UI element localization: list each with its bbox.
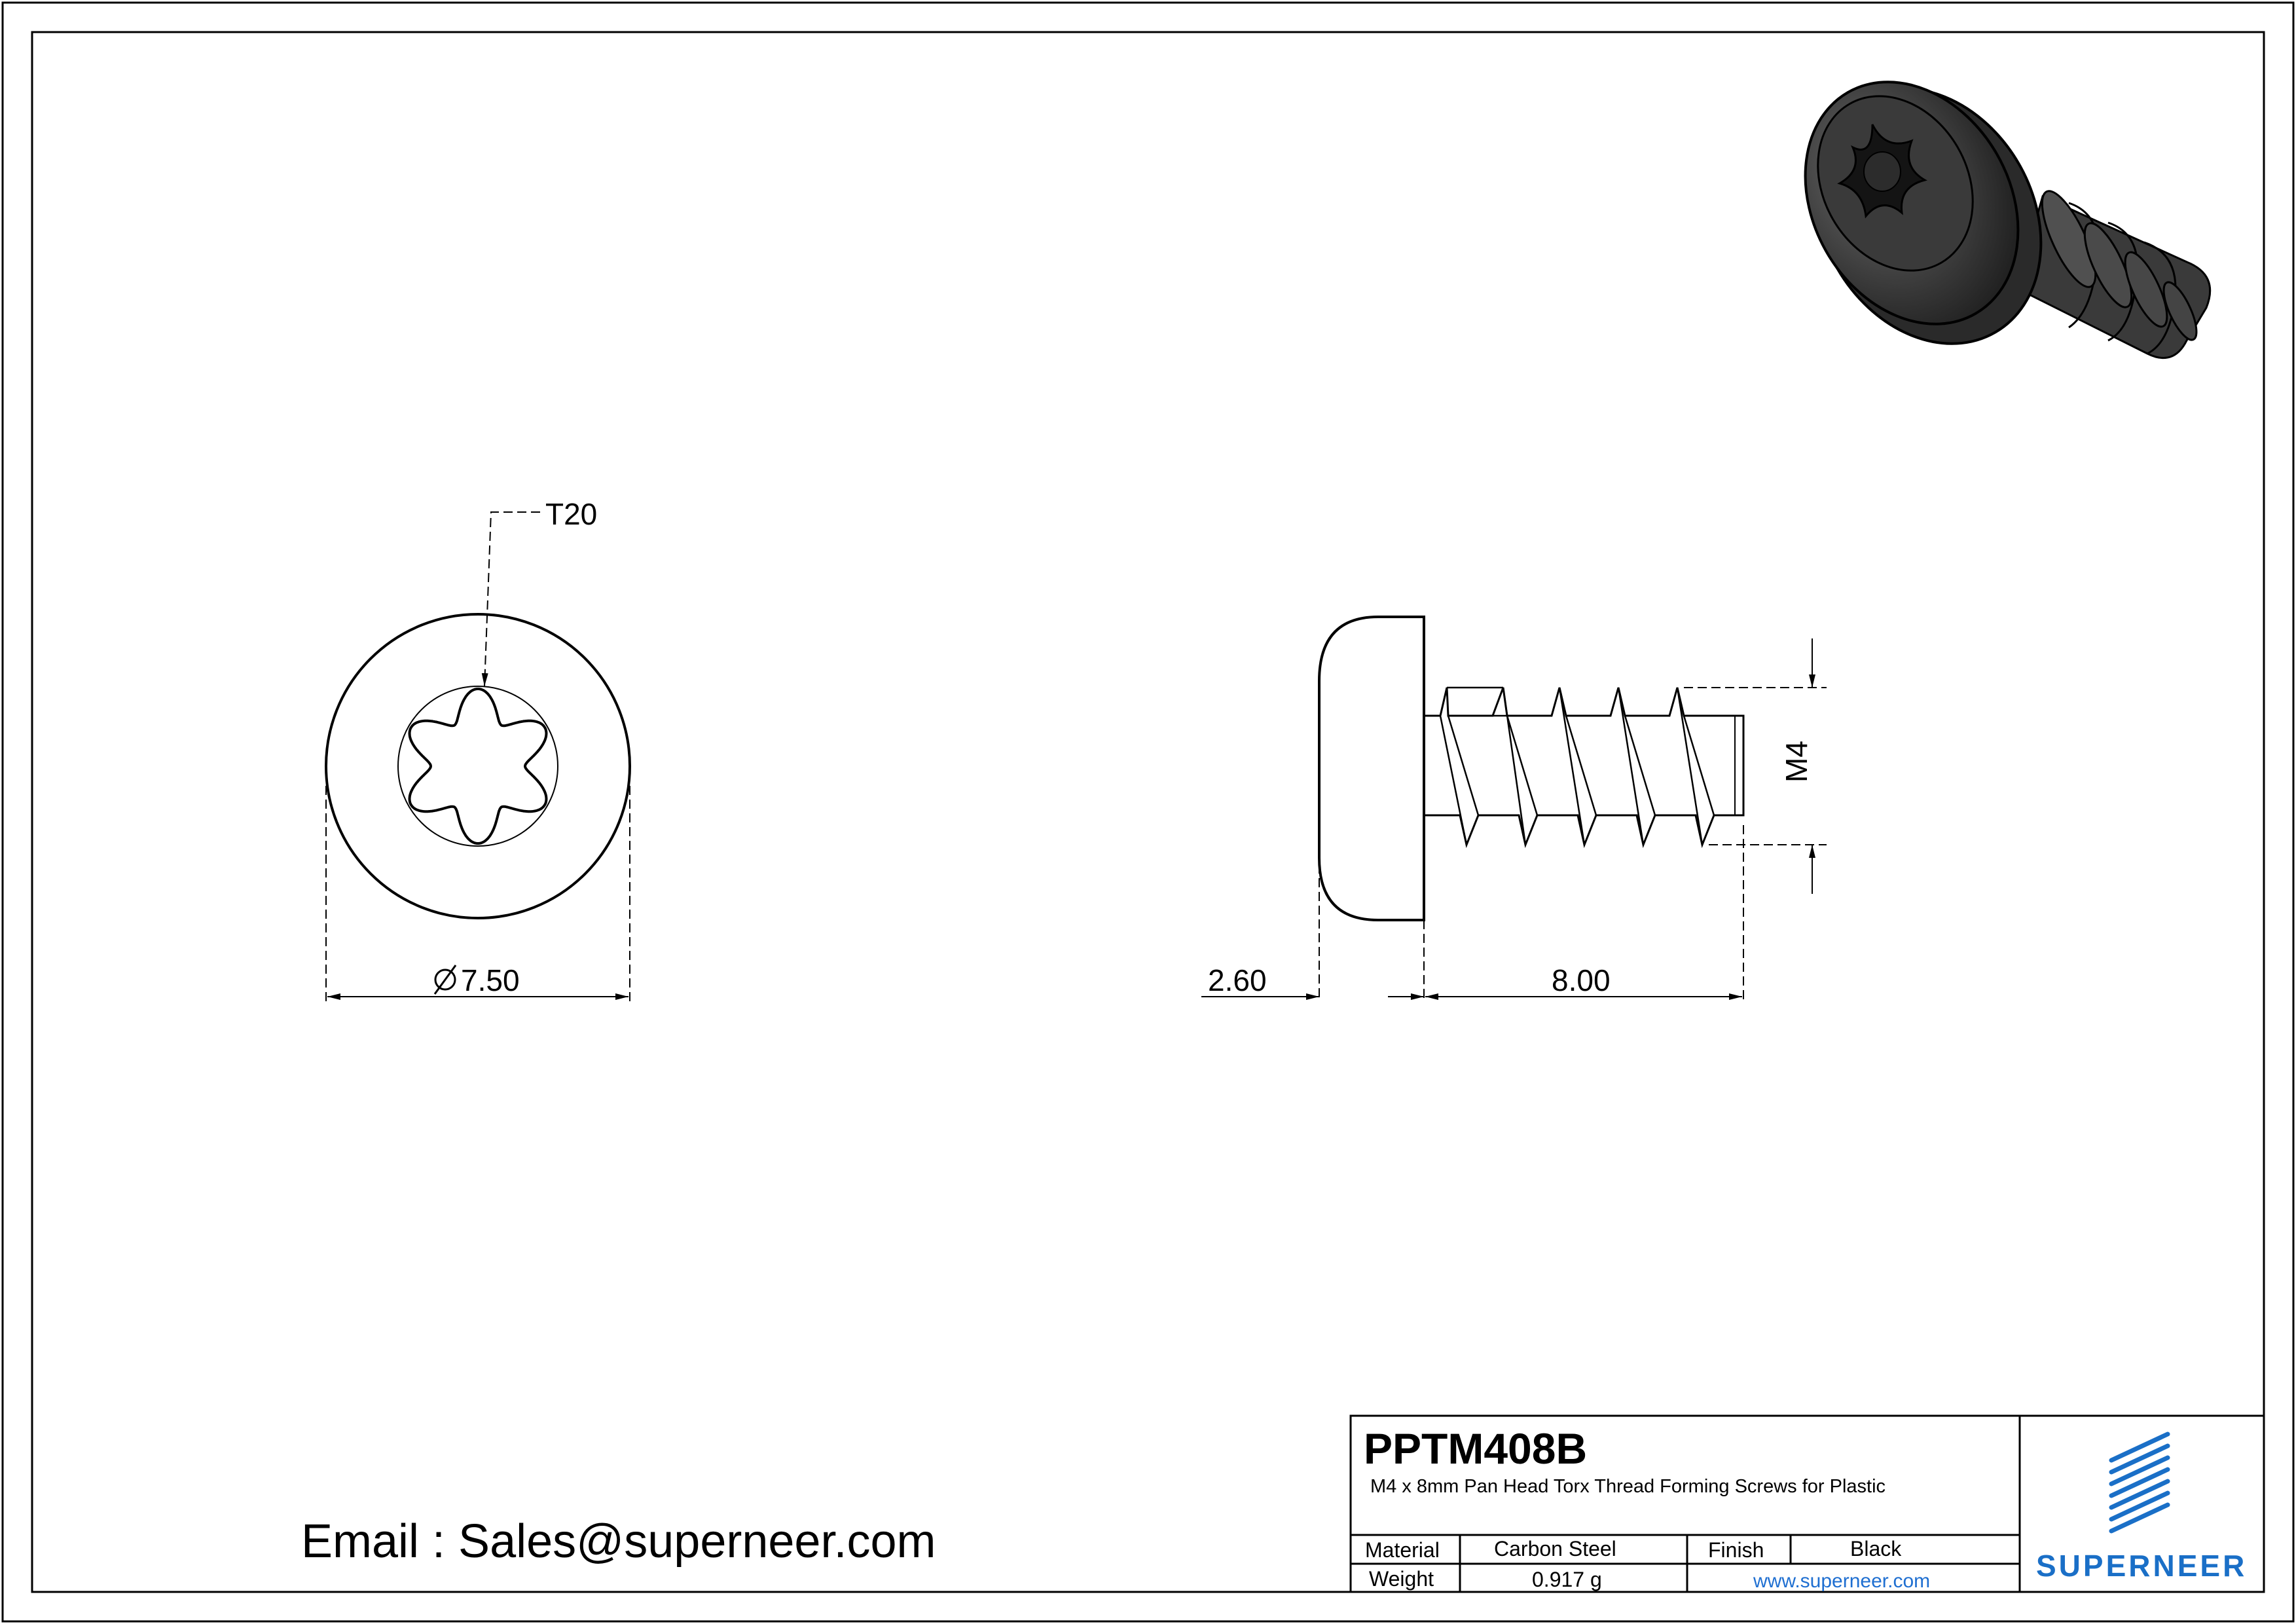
contact-email[interactable]: Email : Sales@superneer.com	[301, 1515, 936, 1568]
screw-3d-render	[1763, 43, 2210, 384]
front-view	[326, 497, 630, 1005]
head-height-value: 2.60	[1208, 963, 1267, 997]
website-link[interactable]: www.superneer.com	[1753, 1570, 1931, 1592]
finish-value: Black	[1850, 1537, 1902, 1560]
screw-head-side	[1319, 617, 1424, 920]
diameter-symbol	[435, 965, 456, 994]
part-number: PPTM408B	[1364, 1424, 1588, 1473]
torx-recess	[410, 689, 547, 843]
t20-leader	[484, 512, 540, 686]
weight-value: 0.917 g	[1532, 1568, 1602, 1591]
thread-helix-lines	[1440, 688, 1714, 845]
side-view	[1201, 617, 1827, 1002]
diameter-value: 7.50	[461, 963, 520, 997]
head-outline	[326, 614, 630, 918]
brand-name: SUPERNEER	[2036, 1549, 2248, 1583]
thread-top-profile	[1440, 688, 1728, 716]
weight-label: Weight	[1369, 1567, 1434, 1591]
length-value: 8.00	[1552, 963, 1611, 997]
recess-circle	[398, 686, 558, 846]
finish-label: Finish	[1708, 1538, 1764, 1562]
material-value: Carbon Steel	[1494, 1537, 1616, 1560]
superneer-logo-icon	[2111, 1434, 2168, 1531]
material-label: Material	[1365, 1538, 1440, 1562]
torx-callout: T20	[545, 497, 598, 531]
title-block	[1351, 1416, 2264, 1592]
thread-size-label: M4	[1779, 741, 1813, 783]
part-description: M4 x 8mm Pan Head Torx Thread Forming Screws for Plastic	[1370, 1476, 1886, 1497]
